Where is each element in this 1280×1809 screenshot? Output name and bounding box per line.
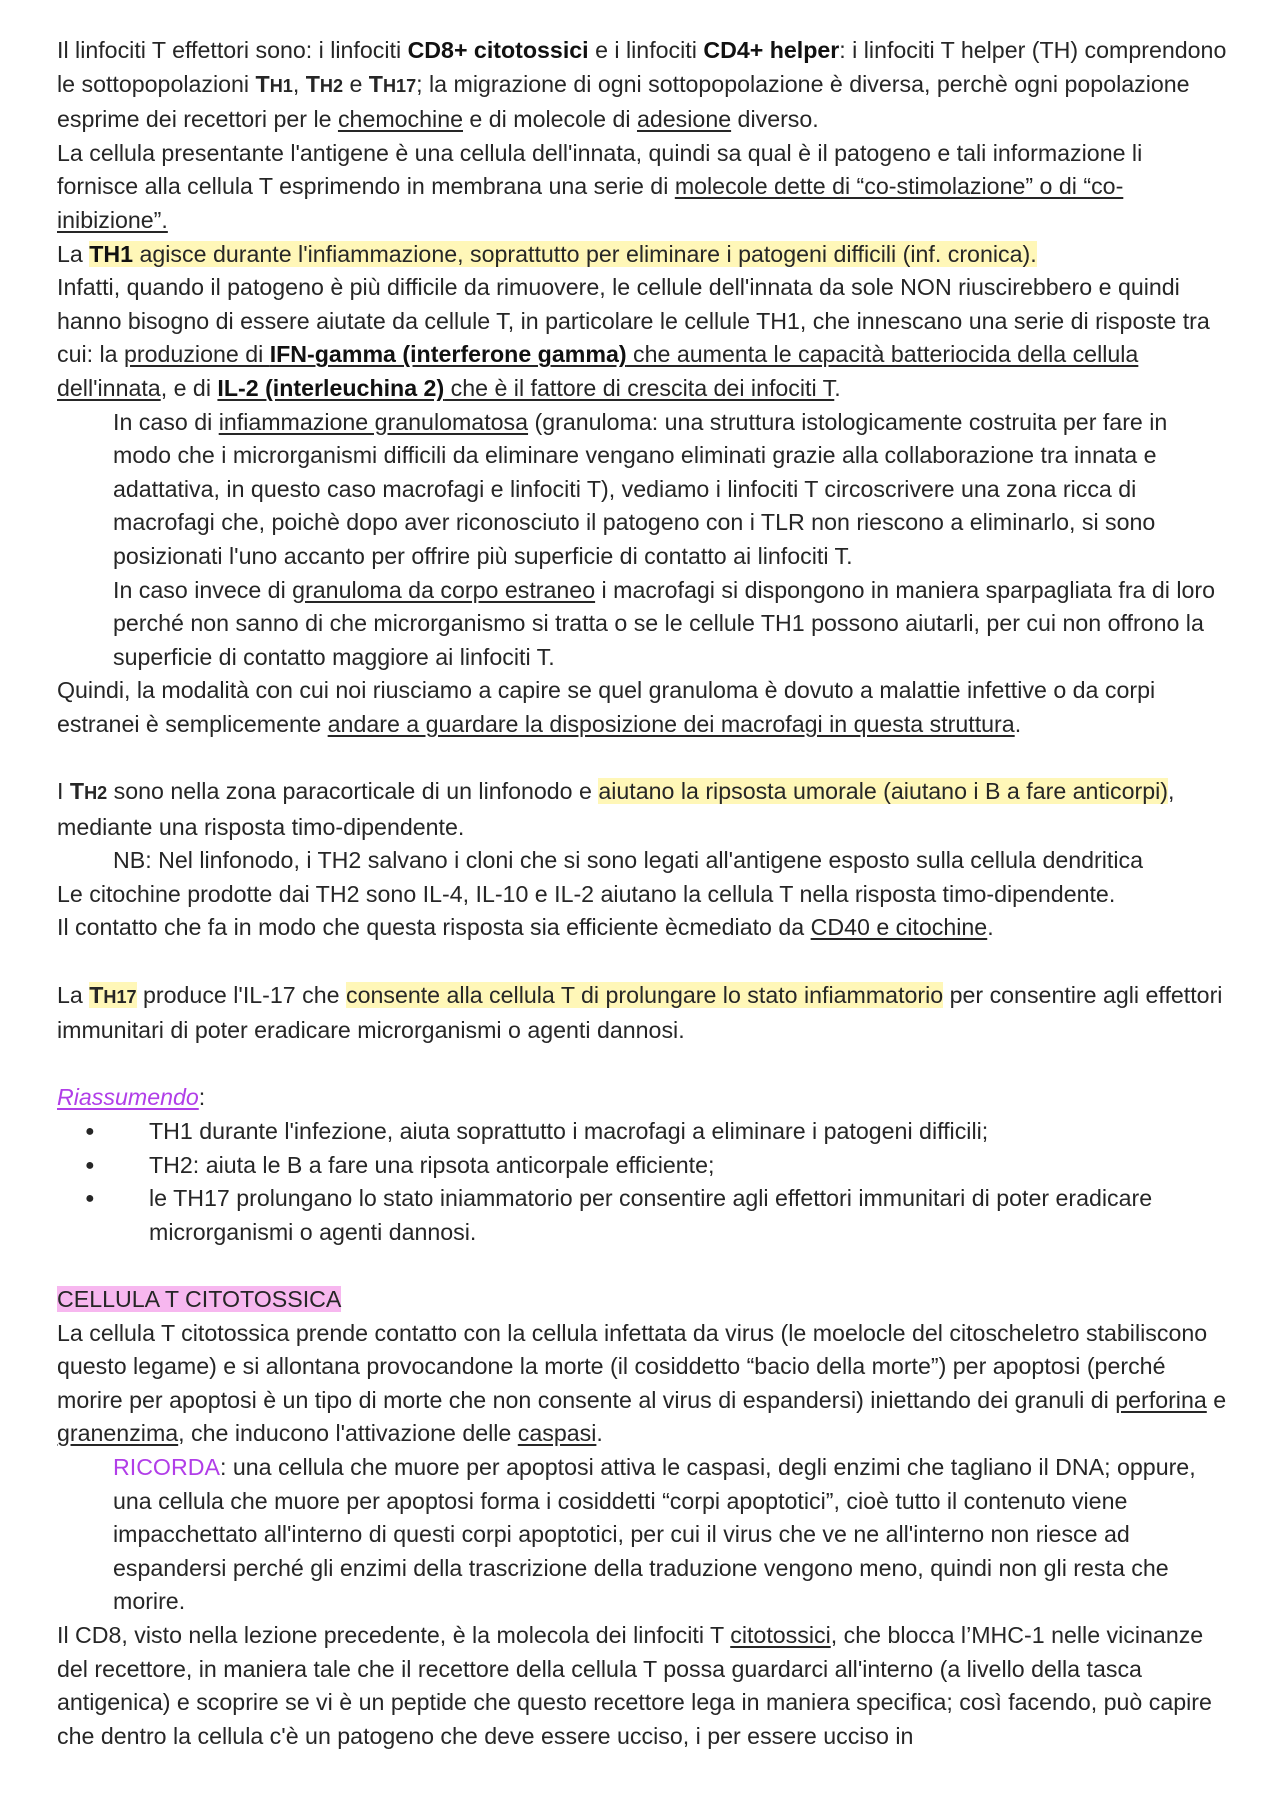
term-il2: IL-2 (interleuchina 2) che è il fattore di crescita dei infociti T: [217, 374, 835, 401]
term-th1: TH1: [255, 70, 293, 97]
paragraph-intro: Il linfociti T effettori sono: i linfociti CD8+ citotossici e i linfociti CD4+ helper: i linfociti T helper (TH) comprendono le sottopopolazioni TH1, TH2 e TH17; la migrazione di ogni sottopopolazione è diversa, perchè ogni popolazione esprime dei recettori per le chemochine e di molecole di adesione diverso.: [57, 37, 1227, 133]
paragraph-granulomatosa: In caso di infiammazione granulomatosa (granuloma: una struttura istologicamente costruita per fare in modo che i microrganismi difficili da eliminare vengano eliminati grazie alla collaborazione tra innata e adattativa, in questo caso macrofagi e linfociti T), vediamo i linfociti T circoscrivere una zona ricca di macrofagi che, poichè dopo aver riconosciuto il patogeno con i TLR non riescono a eliminarlo, si sono posizionati l'uno accanto per offrire più superficie di contatto ai linfociti T.: [113, 408, 1168, 569]
term-granenzima: granenzima: [57, 1420, 179, 1447]
term-cd40: CD40 e citochine: [810, 914, 988, 941]
paragraph-citochine: Le citochine prodotte dai TH2 sono IL-4, IL-10 e IL-2 aiutano la cellula T nella risposta timo-dipendente.: [57, 880, 1116, 907]
term-th2-heading: TH2: [69, 778, 108, 805]
term-infiammazione-granulomatosa: infiammazione granulomatosa: [218, 408, 529, 435]
term-cd4: CD4+ helper: [703, 37, 840, 63]
document-page: [57, 34, 1227, 1753]
highlight-th2: aiutano la ripsosta umorale (aiutano i B a fare anticorpi): [598, 778, 1169, 805]
term-granuloma-corpo-estraneo: granuloma da corpo estraneo: [292, 576, 596, 603]
list-item: ● TH1 durante l'infezione, aiuta soprattutto i macrofagi a eliminare i patogeni difficili;: [57, 1115, 1227, 1149]
highlight-th1: TH1 agisce durante l'infiammazione, soprattutto per eliminare i patogeni difficili (inf. cronica).: [89, 240, 1037, 267]
paragraph-quindi: Quindi, la modalità con cui noi riusciamo a capire se quel granuloma è dovuto a malattie infettive o da corpi estranei è semplicemente andare a guardare la disposizione dei macrofagi in questa struttura.: [57, 677, 1156, 737]
list-item: ● le TH17 prolungano lo stato iniammatorio per consentire agli effettori immunitari di poter eradicare microrganismi o agenti dannosi.: [57, 1182, 1227, 1249]
summary-title: Riassumendo:: [57, 1084, 206, 1111]
highlight-th17: consente alla cellula T di prolungare lo stato infiammatorio: [345, 981, 944, 1008]
paragraph-ricorda: RICORDA: una cellula che muore per apoptosi attiva le caspasi, degli enzimi che tagliano il DNA; oppure, una cellula che muore per apoptosi forma i cosiddetti “corpi apoptotici”, cioè tutto il contenuto viene impacchettato all'interno di questi corpi apoptotici, per cui il virus che ve ne all'interno non riesce ad espandersi perché gli enzimi della trascrizione della traduzione vengono meno, quindi non gli resta che morire.: [113, 1453, 1196, 1615]
paragraph-corpo-estraneo: In caso invece di granuloma da corpo estraneo i macrofagi si dispongono in maniera sparpagliata fra di loro perché non sanno di che microrganismo si tratta o se le cellule TH1 possono aiutarli, per cui non offrono la superficie di contatto maggiore ai linfociti T.: [113, 576, 1216, 670]
term-disposizione-macrofagi: andare a guardare la disposizione dei macrofagi in questa struttura: [327, 710, 1015, 737]
paragraph-apc: La cellula presentante l'antigene è una cellula dell'innata, quindi sa qual è il patogeno e tali informazione li fornisce alla cellula T esprimendo in membrana una serie di molecole dette di “co-stimolazione” o di “co-inibizione”.: [57, 139, 1143, 233]
section-heading: CELLULA T CITOTOSSICA: [57, 1285, 342, 1312]
term-ifn-gamma: produzione di IFN-gamma (interferone gamma) che aumenta le capacità batteriocida della cellula dell'innata: [57, 341, 1139, 401]
term-cd8: CD8+ citotossici: [407, 37, 589, 63]
term-costimolazione: molecole dette di “co-stimolazione” o di “co-inibizione”.: [57, 173, 1124, 233]
paragraph-contatto: Il contatto che fa in modo che questa risposta sia efficiente ècmediato da CD40 e citochine.: [57, 914, 994, 941]
paragraph-th17: La TH17 produce l'IL-17 che consente alla cellula T di prolungare lo stato infiammatorio per consentire agli effettori immunitari di poter eradicare microrganismi o agenti dannosi.: [57, 981, 1223, 1044]
paragraph-citotossica: La cellula T citotossica prende contatto con la cellula infettata da virus (le moelocle del citoscheletro stabiliscono questo legame) e si allontana provocandone la morte (il cosiddetto “bacio della morte”) per apoptosi (perché morire per apoptosi è un tipo di morte che non consente al virus di espandersi) iniettando dei granuli di perforina e granenzima, che inducono l'attivazione delle caspasi.: [57, 1319, 1227, 1447]
paragraph-th1-detail: Infatti, quando il patogeno è più difficile da rimuovere, le cellule dell'innata da sole NON riuscirebbero e quindi hanno bisogno di essere aiutate da cellule T, in particolare le cellule TH1, che innescano una serie di risposte tra cui: la produzione di IFN-gamma (interferone gamma) che aumenta le capacità batteriocida della cellula dell'innata, e di IL-2 (interleuchina 2) che è il fattore di crescita dei infociti T.: [57, 274, 1210, 401]
paragraph-th2: I TH2 sono nella zona paracorticale di un linfonodo e aiutano la ripsosta umorale (aiutano i B a fare anticorpi), mediante una risposta timo-dipendente.: [57, 778, 1175, 840]
list-item: ● TH2: aiuta le B a fare una ripsota anticorpale efficiente;: [57, 1149, 1227, 1183]
term-th2: TH2: [305, 70, 344, 97]
term-citotossici: citotossici: [730, 1621, 831, 1648]
paragraph-th1-highlight: La TH1 agisce durante l'infiammazione, soprattutto per eliminare i patogeni difficili (inf. cronica).: [57, 240, 1037, 267]
paragraph-nb: NB: Nel linfonodo, i TH2 salvano i cloni che si sono legati all'antigene esposto sulla cellula dendritica: [113, 847, 1143, 874]
summary-list: [57, 1115, 1227, 1249]
term-adesione: adesione: [636, 106, 732, 133]
term-th17: TH17: [368, 70, 417, 97]
ricorda-label: RICORDA: [113, 1453, 220, 1480]
paragraph-cd8: Il CD8, visto nella lezione precedente, è la molecola dei linfociti T citotossici, che blocca l’MHC-1 nelle vicinanze del recettore, in maniera tale che il recettore della cellula T possa guardarci all'interno (a livello della tasca antigenica) e scoprire se vi è un peptide che questo recettore lega in maniera specifica; così facendo, può capire che dentro la cellula c'è un patogeno che deve essere ucciso, i per essere ucciso in: [57, 1621, 1212, 1749]
term-caspasi: caspasi: [517, 1420, 597, 1447]
term-perforina: perforina: [1115, 1386, 1207, 1413]
term-chemochine: chemochine: [337, 106, 463, 133]
term-th17-heading: TH17: [89, 981, 137, 1008]
